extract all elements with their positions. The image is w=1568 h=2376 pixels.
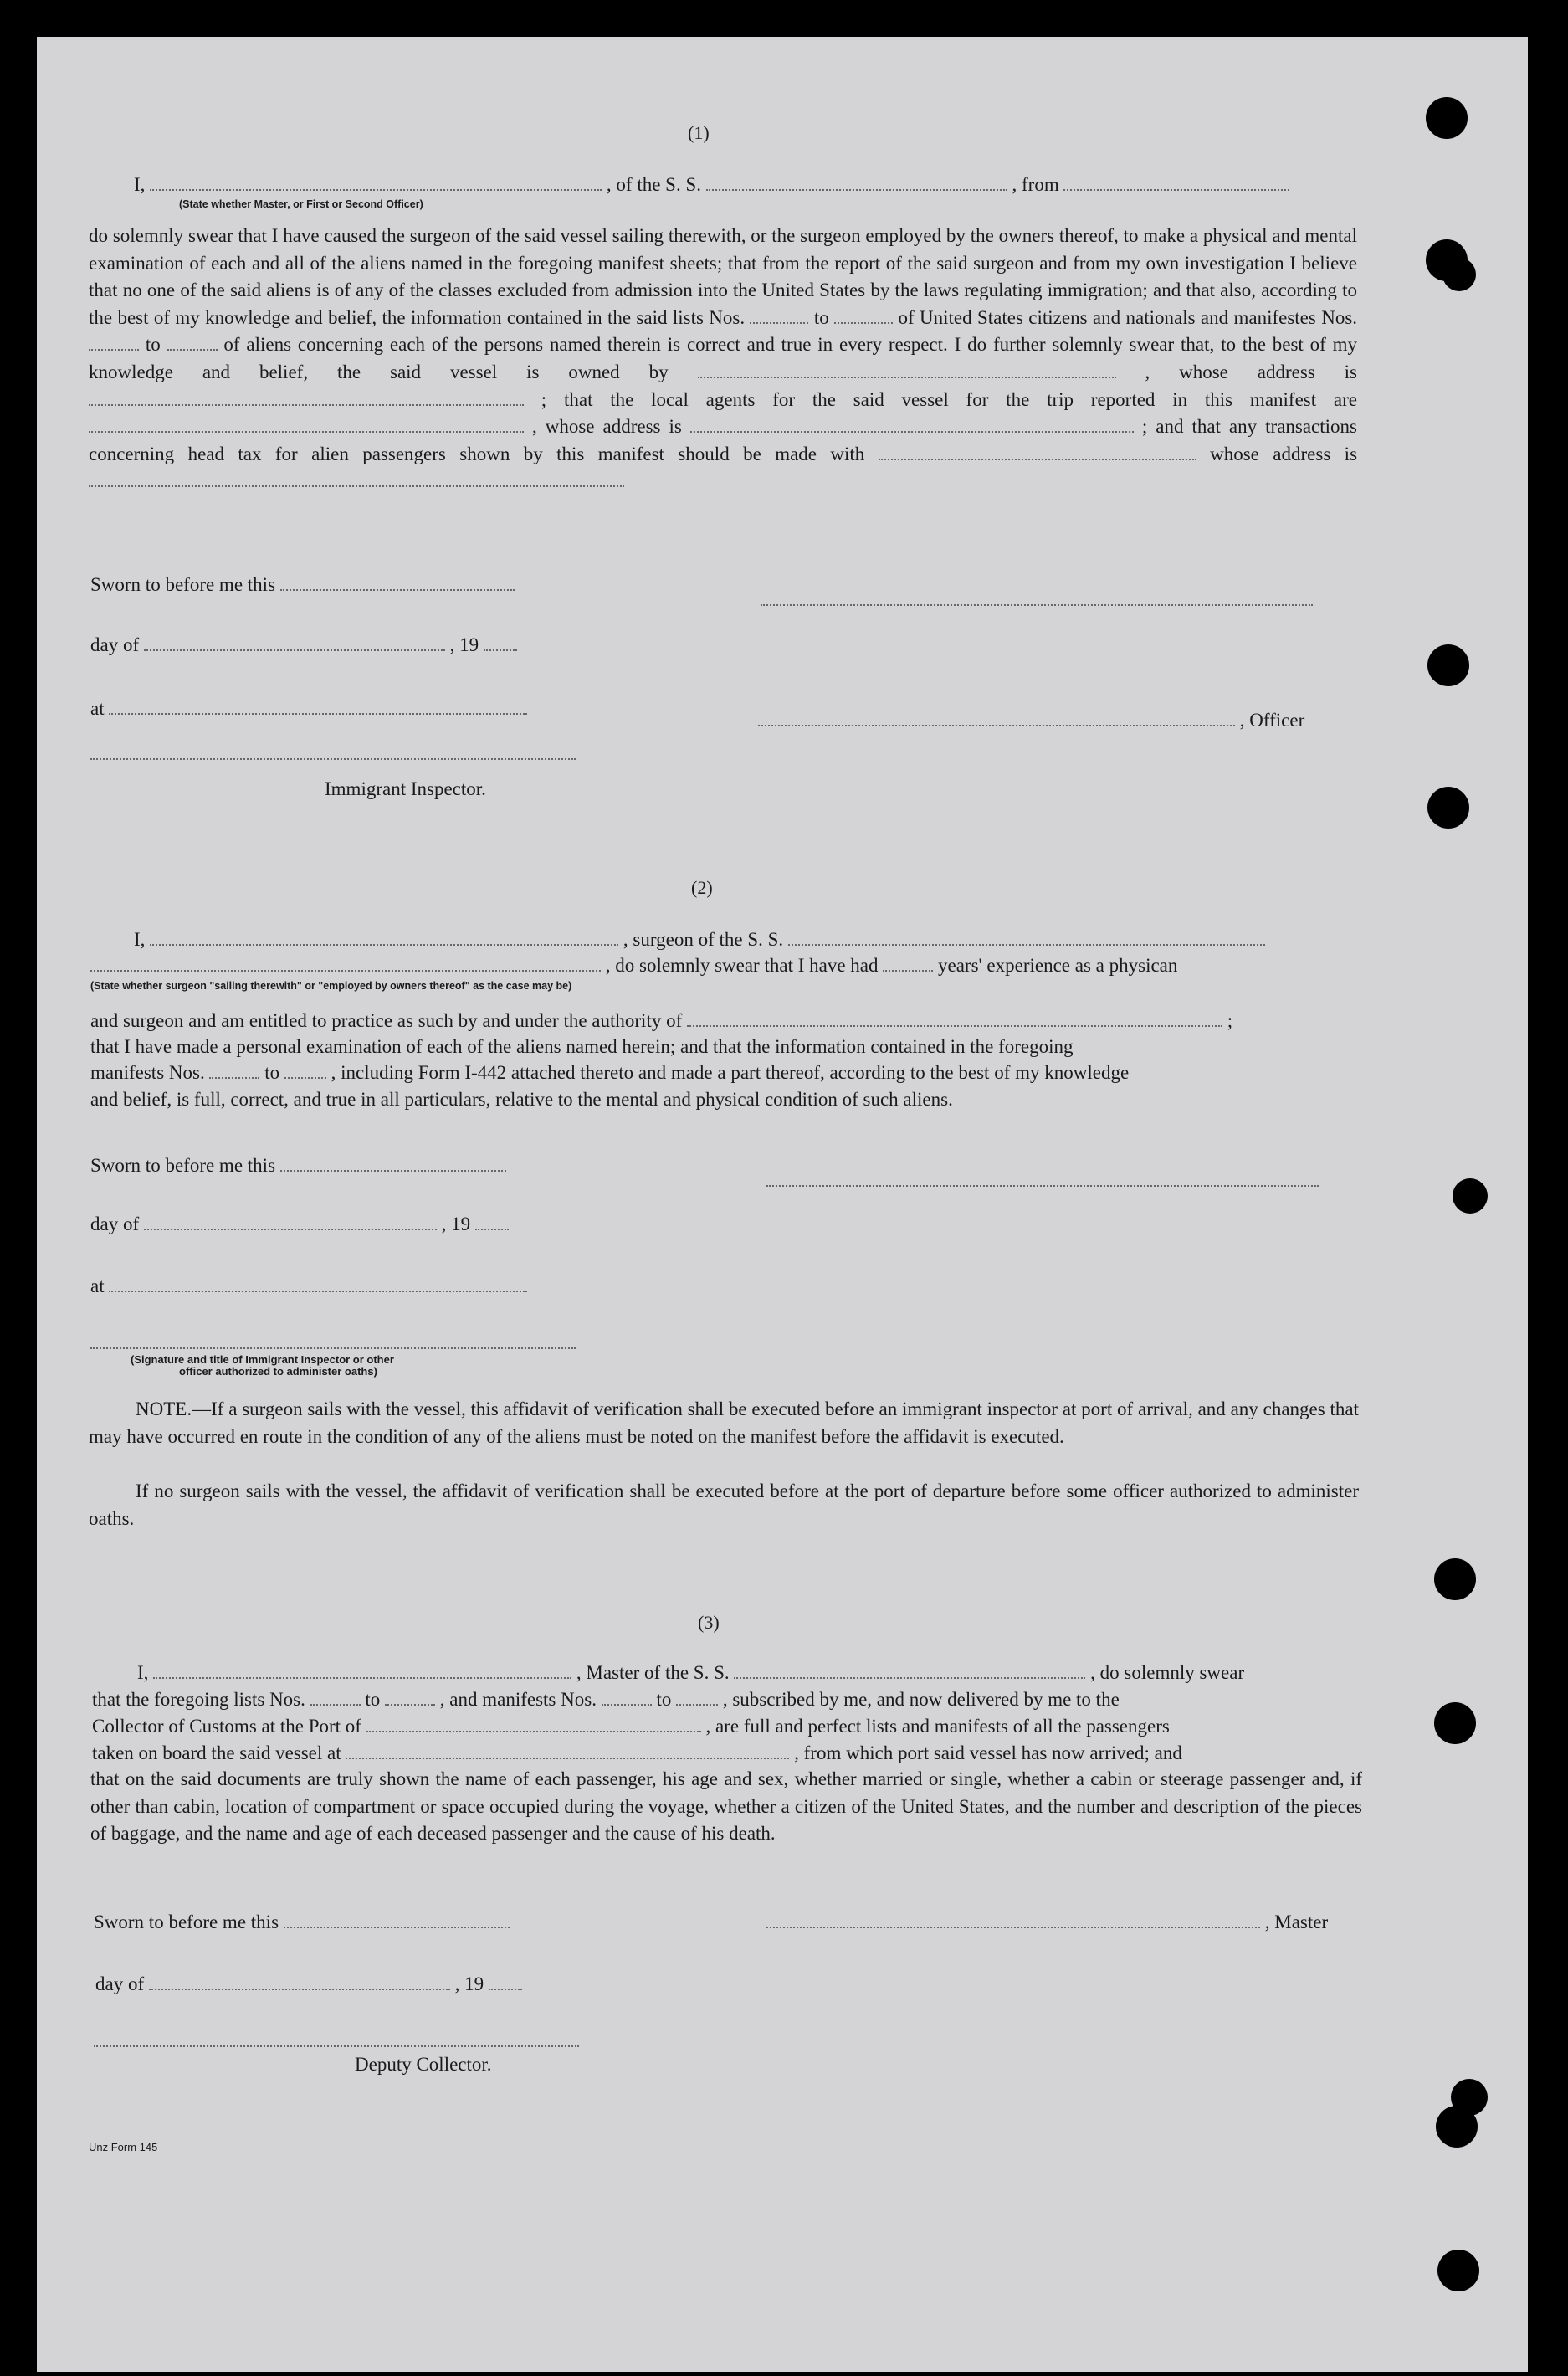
s3-line-3: Collector of Customs at the Port of , are full and perfect lists and manifests of all the passengers [92, 1716, 1170, 1737]
s1-list-to-blank[interactable] [834, 305, 893, 324]
s3-taken-at-blank[interactable] [346, 1741, 789, 1759]
s3-vessel-blank[interactable] [734, 1660, 1085, 1679]
s3-manifest-to-blank[interactable] [676, 1687, 718, 1706]
s1-vessel-blank[interactable] [706, 172, 1007, 191]
section-1-number: (1) [688, 122, 710, 143]
s2-signature-line[interactable] [766, 1185, 1319, 1187]
s1-manifest-from-blank[interactable] [89, 332, 139, 351]
s1-signature-line[interactable] [761, 604, 1313, 606]
section-1-line-1 [134, 172, 1289, 198]
s1-headtax-blank[interactable] [879, 442, 1196, 460]
s3-body: that on the said documents are truly shown the name of each passenger, his age and sex, whether married or single, whether a cabin or steerage passenger and, if other than cabin, location of compartment or space occupied during the voyage, whether a citizen of the United States, and the number and description of the pieces of baggage, and the name and age of each deceased passenger and the cause of his death. [90, 1768, 1362, 1845]
s2-year-blank[interactable] [475, 1212, 509, 1230]
s2-sig-note-1: (Signature and title of Immigrant Inspector or other [131, 1353, 394, 1366]
punch-hole [1437, 2250, 1479, 2291]
s2-manifests-line: manifests Nos. to , including Form I-442 attached thereto and made a part thereof, according to the best of my knowledge [90, 1062, 1130, 1083]
s1-officer-sign-blank[interactable] [758, 708, 1235, 726]
s1-headtax-address-blank[interactable] [89, 469, 624, 487]
s1-from-blank[interactable] [1063, 172, 1289, 191]
s3-master-sign-blank[interactable] [766, 1910, 1260, 1928]
s2-authority-blank[interactable] [687, 1008, 1222, 1027]
s3-line-2: that the foregoing lists Nos. to , and manifests Nos. to , subscribed by me, and now delivered by me to the [92, 1689, 1120, 1710]
s3-master-sign-line: , Master [766, 1910, 1328, 1935]
s1-note: (State whether Master, or First or Second Officer) [179, 198, 423, 210]
s2-authority-line: and surgeon and am entitled to practice as such by and under the authority of ; [90, 1010, 1233, 1031]
punch-hole [1453, 1178, 1488, 1214]
s1-body: do solemnly swear that I have caused the surgeon of the said vessel sailing therewith, or the surgeon employed by the owners thereof, to make a physical and mental examination of each and all of the aliens named in the foregoing manifest sheets; that from the report of the said surgeon and from my own investigation I believe that no one of the said aliens is of any of the classes excluded from admission into the United States by the laws regulating immigration; and that also, according to the best of my knowledge and belief, the information contained in the said lists Nos. to of United States citizens and nationals and manifestes Nos. to of aliens concerning each of the persons named therein is correct and true in every respect. I do further solemnly swear that, to the best of my knowledge and belief, the said vessel is owned by , whose address is ; that the local agents for the said vessel for the trip reported in this manifest are , whose address is ; and that any transactions concerning head tax for alien passengers shown by this manifest should be made with whose address is [89, 223, 1357, 495]
s2-sworn-line: Sworn to before me this [90, 1153, 506, 1178]
punch-hole [1426, 97, 1468, 139]
s1-agents-address-blank[interactable] [690, 414, 1134, 433]
s2-years-blank[interactable] [883, 953, 933, 972]
s1-at-blank[interactable] [109, 696, 527, 715]
s1-manifest-to-blank[interactable] [167, 332, 218, 351]
s2-line-1: I, , surgeon of the S. S. [134, 927, 1265, 952]
s1-day-blank[interactable] [144, 633, 445, 651]
s3-year-blank[interactable] [489, 1972, 522, 1990]
s1-at-line: at [90, 696, 527, 721]
s1-inspector-label: Immigrant Inspector. [325, 778, 486, 799]
s2-line-2: , do solemnly swear that I have had years' experience as a physican [90, 953, 1177, 978]
s3-day-blank[interactable] [149, 1972, 450, 1990]
s2-inspector-line[interactable] [90, 1347, 576, 1349]
s2-note-paragraph: NOTE.—If a surgeon sails with the vessel, this affidavit of verification shall be executed before an immigrant inspector at port of arrival, and any changes that may have occurred en route in the condition of any of the aliens must be noted on the manifest before the affidavit is executed. [89, 1398, 1359, 1447]
s2-day-line: day of , 19 [90, 1212, 509, 1237]
s1-officer-blank[interactable] [150, 172, 602, 191]
s2-sworn-blank[interactable] [280, 1153, 506, 1172]
s3-port-blank[interactable] [366, 1714, 701, 1732]
s3-deputy-line[interactable] [94, 2045, 579, 2047]
s2-belief-line: and belief, is full, correct, and true in all particulars, relative to the mental and physical condition of such aliens. [90, 1089, 953, 1110]
s1-inspector-line[interactable] [90, 758, 576, 760]
s1-owner-blank[interactable] [698, 360, 1116, 378]
punch-hole [1427, 644, 1469, 686]
s3-sworn-blank[interactable] [284, 1910, 510, 1928]
s3-sworn-line: Sworn to before me this [94, 1910, 510, 1935]
s1-agents-blank[interactable] [89, 414, 524, 433]
s2-vessel-blank[interactable] [788, 927, 1265, 946]
s3-line-4: taken on board the said vessel at , from which port said vessel has now arrived; and [92, 1742, 1182, 1763]
s3-day-line: day of , 19 [95, 1972, 522, 1997]
s3-list-from-blank[interactable] [310, 1687, 361, 1706]
s2-at-blank[interactable] [109, 1274, 527, 1292]
s1-sworn-blank[interactable] [280, 572, 515, 591]
s1-list-from-blank[interactable] [750, 305, 808, 324]
s2-at-line: at [90, 1274, 527, 1299]
s1-sworn-line: Sworn to before me this [90, 572, 515, 598]
section-2-number: (2) [691, 877, 713, 898]
s3-list-to-blank[interactable] [385, 1687, 435, 1706]
s2-manifest-to-blank[interactable] [284, 1060, 326, 1079]
punch-hole [1442, 258, 1476, 291]
s1-of-ss: , of the S. S. [606, 174, 702, 195]
s2-day-blank[interactable] [144, 1212, 437, 1230]
section-3-number: (3) [698, 1612, 720, 1633]
s2-surgeon-name-blank[interactable] [150, 927, 618, 946]
s2-sig-note-2: officer authorized to administer oaths) [179, 1365, 377, 1378]
s1-from: , from [1012, 174, 1059, 195]
form-number: Unz Form 145 [89, 2141, 158, 2153]
s1-year-blank[interactable] [484, 633, 517, 651]
punch-hole [1427, 787, 1469, 829]
s1-day-line: day of , 19 [90, 633, 517, 658]
s1-i: I, [134, 174, 146, 195]
s1-officer-line: , Officer [758, 708, 1304, 733]
s2-note-paragraph-2: If no surgeon sails with the vessel, the affidavit of verification shall be executed before at the port of departure before some officer authorized to administer oaths. [89, 1481, 1359, 1529]
punch-hole [1434, 1702, 1476, 1744]
s3-master-name-blank[interactable] [153, 1660, 571, 1679]
s3-deputy-label: Deputy Collector. [355, 2054, 492, 2075]
s3-manifest-from-blank[interactable] [602, 1687, 652, 1706]
s2-sailing-blank[interactable] [90, 953, 601, 972]
s2-manifest-from-blank[interactable] [209, 1060, 259, 1079]
punch-hole [1436, 2106, 1478, 2148]
s2-exam-line: that I have made a personal examination of each of the aliens named herein; and that the information contained in the foregoing [90, 1036, 1074, 1057]
s1-owner-address-blank[interactable] [89, 387, 524, 406]
s3-line-1: I, , Master of the S. S. , do solemnly swear [137, 1662, 1245, 1683]
s2-note: (State whether surgeon "sailing therewith" or "employed by owners thereof" as the case may be) [90, 980, 572, 992]
punch-hole [1434, 1558, 1476, 1600]
document-page [37, 37, 1528, 2372]
